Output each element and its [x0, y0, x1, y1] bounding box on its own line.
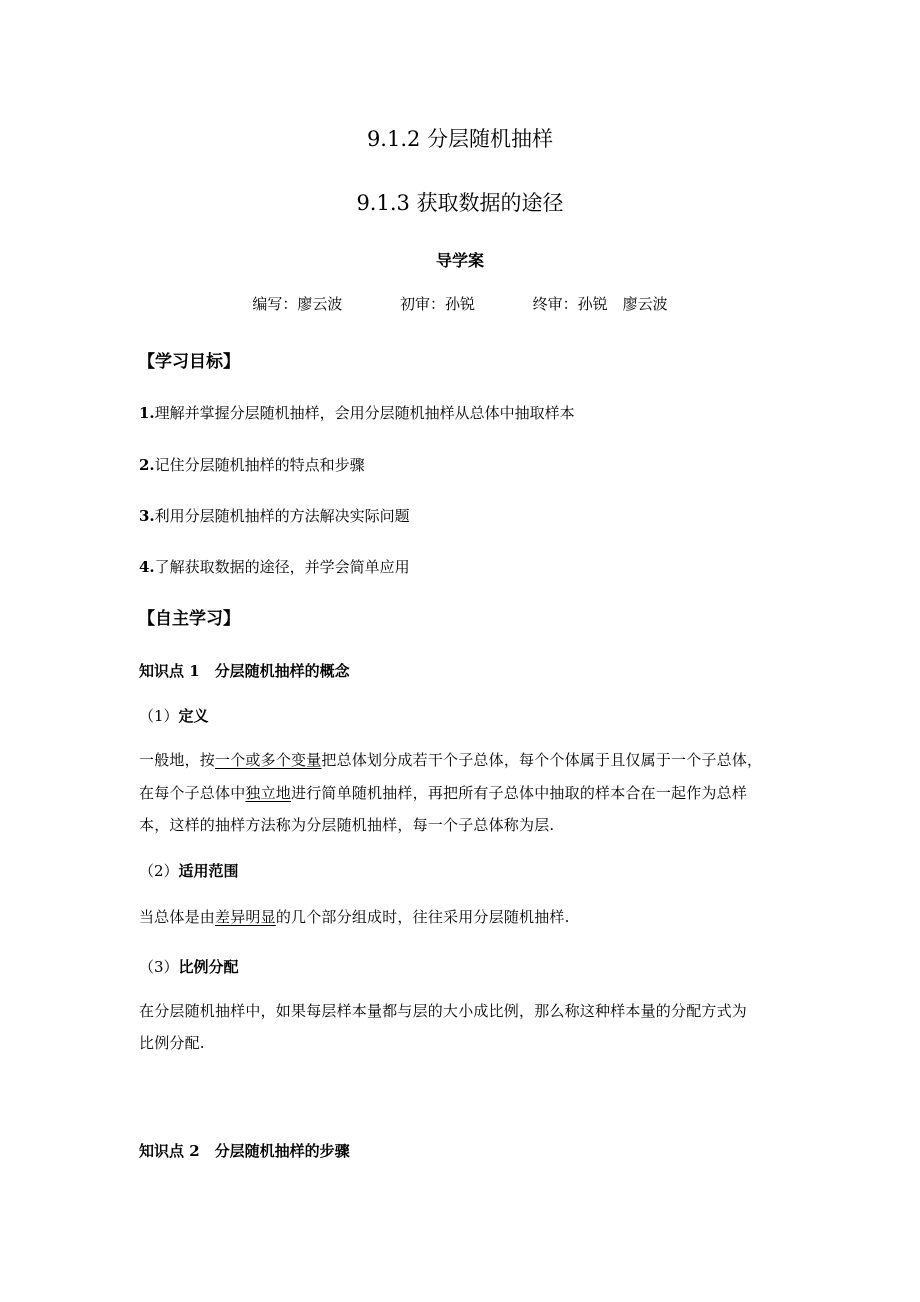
- goal-number: 4.: [139, 558, 155, 576]
- definition-line-3: 本，这样的抽样方法称为分层随机抽样，每一个子总体称为层.: [139, 816, 555, 834]
- document-title: 9.1.2 分层随机抽样: [366, 127, 554, 151]
- definition-line-1: [139, 749, 762, 770]
- text-run: 在每个子总体中: [139, 784, 246, 802]
- definition-line-2: [139, 782, 747, 803]
- ratio-subheading: [139, 956, 239, 977]
- final-review-credit: 终审：孙锐 廖云波: [532, 295, 668, 313]
- underlined-term: 差异明显: [215, 908, 276, 926]
- knowledge-point-2-heading: 知识点 2 分层随机抽样的步骤: [139, 1142, 350, 1160]
- document-subtitle-title: 9.1.3 获取数据的途径: [356, 191, 564, 215]
- knowledge-point-1-heading: 知识点 1 分层随机抽样的概念: [139, 662, 350, 680]
- text-run: 一般地，按: [139, 751, 216, 769]
- scope-number: （2）: [139, 862, 179, 880]
- goal-item: [139, 402, 575, 423]
- goal-number: 1.: [139, 404, 155, 422]
- text-run: 把总体划分成若干个子总体，每个个体属于且仅属于一个子总体，: [321, 751, 763, 769]
- underlined-term: 独立地: [245, 784, 292, 802]
- goal-text: 了解获取数据的途径，并学会简单应用: [154, 558, 410, 576]
- text-run: 进行简单随机抽样，再把所有子总体中抽取的样本合在一起作为总样: [291, 784, 748, 802]
- goal-item: [139, 556, 410, 577]
- text-run: 当总体是由: [139, 908, 216, 926]
- goal-text: 理解并掌握分层随机抽样，会用分层随机抽样从总体中抽取样本: [154, 404, 575, 422]
- guide-label: 导学案: [435, 251, 484, 270]
- goal-text: 利用分层随机抽样的方法解决实际问题: [154, 507, 410, 525]
- text-run: 的几个部分组成时，往往采用分层随机抽样.: [275, 908, 570, 926]
- ratio-number: （3）: [139, 958, 179, 976]
- goal-item: [139, 505, 410, 526]
- first-review-credit: 初审：孙锐: [399, 295, 475, 313]
- self-study-heading: 【自主学习】: [138, 609, 240, 629]
- scope-paragraph: [139, 906, 570, 927]
- definition-subheading: [139, 705, 209, 726]
- definition-label: 定义: [178, 707, 209, 725]
- author-credit: 编写：廖云波: [252, 295, 343, 313]
- underlined-term: 一个或多个变量: [215, 751, 322, 769]
- credits-line: [0, 293, 920, 314]
- goal-number: 2.: [139, 456, 155, 474]
- ratio-line-1: 在分层随机抽样中，如果每层样本量都与层的大小成比例，那么称这种样本量的分配方式为: [139, 1002, 748, 1020]
- ratio-label: 比例分配: [178, 958, 239, 976]
- goal-text: 记住分层随机抽样的特点和步骤: [154, 456, 365, 474]
- scope-subheading: [139, 860, 239, 881]
- goal-number: 3.: [139, 507, 155, 525]
- learning-goals-heading: 【学习目标】: [138, 352, 240, 372]
- goal-item: [139, 454, 365, 475]
- definition-number: （1）: [139, 707, 179, 725]
- ratio-line-2: 比例分配.: [139, 1034, 205, 1052]
- scope-label: 适用范围: [178, 862, 239, 880]
